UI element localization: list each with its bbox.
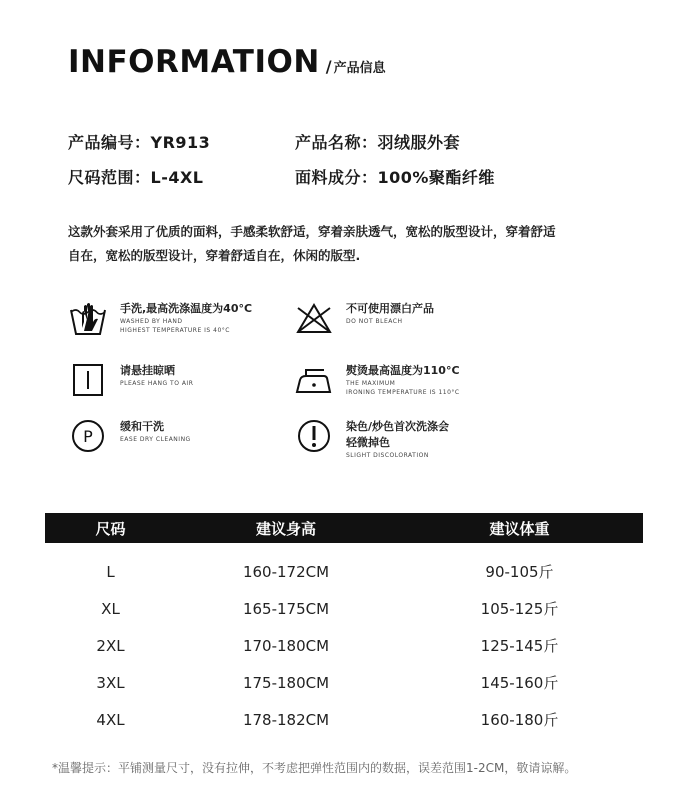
cell-size: 3XL <box>96 673 125 692</box>
dry-clean-icon <box>68 416 108 456</box>
care-label-en: IRONING TEMPERATURE IS 110°C <box>346 389 460 396</box>
product-description <box>68 220 628 268</box>
cell-size: 2XL <box>96 636 125 655</box>
care-item-hang-dry <box>68 360 193 400</box>
care-label-en: EASE DRY CLEANING <box>120 436 191 443</box>
care-label: 染色/炒色首次洗涤会 <box>346 420 450 433</box>
cell-weight: 105-125斤 <box>480 600 559 618</box>
cell-height: 165-175CM <box>242 599 330 618</box>
size-table <box>45 513 643 738</box>
cell-height: 170-180CM <box>242 636 330 655</box>
cell-height: 175-180CM <box>242 673 330 692</box>
care-label-en: DO NOT BLEACH <box>346 318 403 325</box>
cell-weight: 145-160斤 <box>480 674 559 692</box>
header-weight: 建议体重 <box>489 519 550 538</box>
table-row <box>45 701 643 738</box>
description-line: 自在，宽松的版型设计，穿着舒适自在，休闲的版型. <box>68 248 361 263</box>
product-name: 产品名称：羽绒服外套 <box>295 133 461 152</box>
care-label: 请悬挂晾晒 <box>120 364 175 377</box>
cell-height: 160-172CM <box>242 562 330 581</box>
care-label-en: THE MAXIMUM <box>346 380 396 387</box>
table-row <box>45 553 643 590</box>
cell-size: XL <box>101 599 120 618</box>
care-item-hand-wash <box>68 298 252 338</box>
page-subtitle: 产品信息 <box>333 61 386 76</box>
product-code: 产品编号：YR913 <box>68 133 211 152</box>
size-range: 尺码范围：L-4XL <box>68 168 204 187</box>
care-label-en: WASHED BY HAND <box>120 318 183 325</box>
care-item-discoloration <box>294 416 449 459</box>
care-label: 缓和干洗 <box>120 420 164 433</box>
header-height: 建议身高 <box>255 519 316 538</box>
cell-size: 4XL <box>96 710 125 729</box>
product-specs <box>68 124 628 194</box>
care-label: 轻微掉色 <box>346 436 390 449</box>
cell-weight: 90-105斤 <box>485 563 554 581</box>
spec-row <box>68 159 628 194</box>
care-item-iron <box>294 360 460 400</box>
table-row <box>45 590 643 627</box>
description-line: 这款外套采用了优质的面料，手感柔软舒适，穿着亲肤透气，宽松的版型设计，穿着舒适 <box>68 224 556 239</box>
care-item-dry-clean <box>68 416 191 456</box>
title-separator: / <box>325 57 332 76</box>
cell-height: 178-182CM <box>242 710 330 729</box>
care-label-en: PLEASE HANG TO AIR <box>120 380 194 387</box>
page-header <box>68 44 386 80</box>
cell-size: L <box>106 562 115 581</box>
care-item-no-bleach <box>294 298 434 338</box>
care-label-en: HIGHEST TEMPERATURE IS 40°C <box>120 327 230 334</box>
table-row <box>45 664 643 701</box>
cell-weight: 125-145斤 <box>480 637 559 655</box>
hand-wash-icon <box>68 298 108 338</box>
table-row <box>45 627 643 664</box>
warning-icon <box>294 416 334 456</box>
measurement-note: *温馨提示：平铺测量尺寸，没有拉伸，不考虑把弹性范围内的数据，误差范围1-2CM，敬请谅解。 <box>52 761 577 775</box>
page-title: INFORMATION <box>68 44 320 80</box>
table-body <box>45 553 643 738</box>
iron-icon <box>294 360 334 400</box>
table-header <box>45 513 643 543</box>
no-bleach-icon <box>294 298 334 338</box>
spec-row <box>68 124 628 159</box>
care-label-en: SLIGHT DISCOLORATION <box>346 452 429 459</box>
fabric-composition: 面料成分：100%聚酯纤维 <box>295 168 495 187</box>
cell-weight: 160-180斤 <box>480 711 559 729</box>
header-size: 尺码 <box>95 519 126 538</box>
care-label: 手洗,最高洗涤温度为40°C <box>120 302 253 315</box>
hang-dry-icon <box>68 360 108 400</box>
care-label: 不可使用漂白产品 <box>346 302 434 315</box>
svg-text:P: P <box>83 427 93 446</box>
care-label: 熨烫最高温度为110°C <box>346 364 460 377</box>
